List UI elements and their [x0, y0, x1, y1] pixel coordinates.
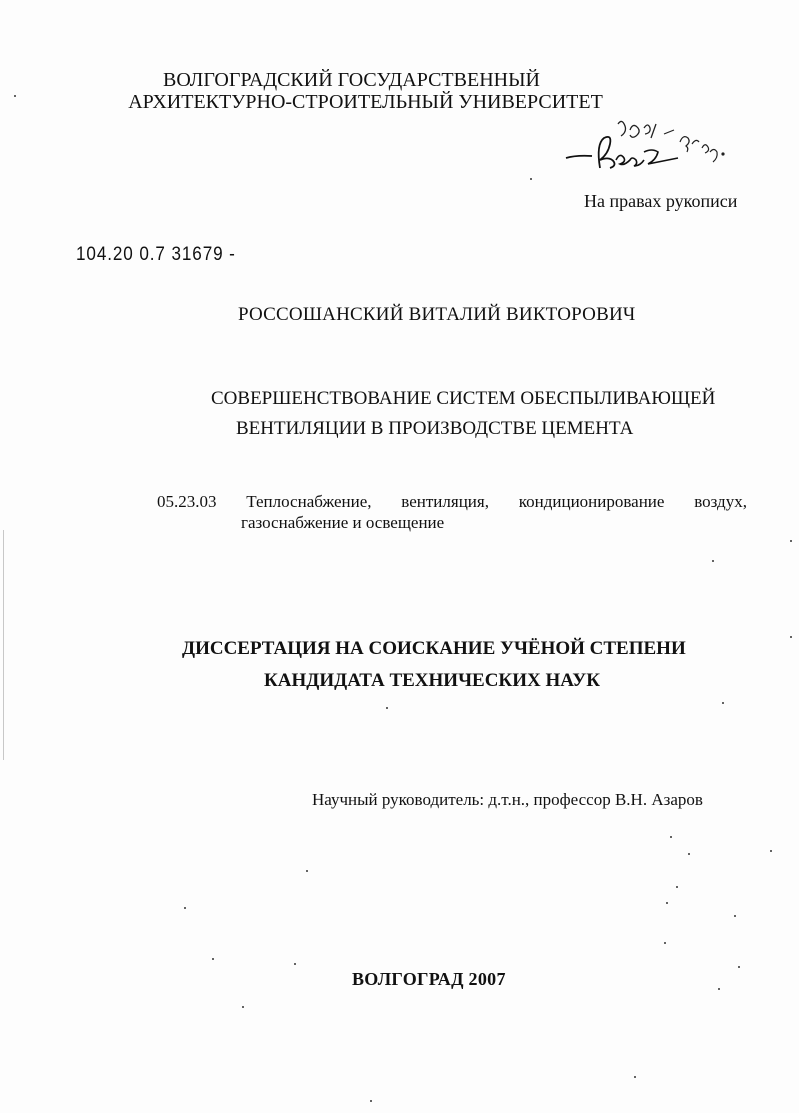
scan-speck: [242, 1006, 244, 1008]
scan-speck: [294, 963, 296, 965]
dissertation-heading-line-1: ДИССЕРТАЦИЯ НА СОИСКАНИЕ УЧЁНОЙ СТЕПЕНИ: [182, 638, 686, 659]
scan-speck: [722, 702, 724, 704]
scan-speck: [718, 988, 720, 990]
scan-speck: [734, 915, 736, 917]
specialty-block: [157, 491, 747, 533]
scan-speck: [712, 560, 714, 562]
library-registration-signature: [560, 108, 760, 188]
author-name: РОССОШАНСКИЙ ВИТАЛИЙ ВИКТОРОВИЧ: [238, 304, 636, 325]
scan-speck: [530, 178, 532, 180]
scan-speck: [370, 1100, 372, 1102]
specialty-word-3: кондиционирование: [518, 492, 665, 511]
thesis-title-line-2: ВЕНТИЛЯЦИИ В ПРОИЗВОДСТВЕ ЦЕМЕНТА: [236, 418, 634, 439]
city-and-year: ВОЛГОГРАД 2007: [352, 969, 506, 989]
scan-speck: [664, 942, 666, 944]
scan-speck: [212, 958, 214, 960]
scan-speck: [688, 853, 690, 855]
scan-speck: [790, 540, 792, 542]
scan-speck: [770, 850, 772, 852]
specialty-word-1: Теплоснабжение,: [246, 492, 372, 511]
archive-code: 104.20 0.7 31679 -: [76, 244, 236, 265]
scan-speck: [386, 707, 388, 709]
scan-speck: [14, 95, 16, 97]
specialty-word-4: воздух,: [694, 492, 747, 511]
university-name-line-2: АРХИТЕКТУРНО-СТРОИТЕЛЬНЫЙ УНИВЕРСИТЕТ: [128, 91, 603, 113]
scan-speck: [666, 902, 668, 904]
specialty-word-2: вентиляция,: [401, 492, 489, 511]
university-name-line-1: ВОЛГОГРАДСКИЙ ГОСУДАРСТВЕННЫЙ: [163, 69, 540, 91]
scan-speck: [634, 1076, 636, 1078]
specialty-line-2: газоснабжение и освещение: [241, 513, 445, 532]
scan-speck: [676, 886, 678, 888]
scan-speck: [738, 966, 740, 968]
scan-speck: [306, 870, 308, 872]
manuscript-rights-note: На правах рукописи: [584, 191, 738, 211]
dissertation-heading-line-2: КАНДИДАТА ТЕХНИЧЕСКИХ НАУК: [264, 670, 600, 691]
scan-speck: [790, 636, 792, 638]
scan-margin-line: [3, 530, 4, 760]
specialty-code: 05.23.03: [157, 492, 217, 511]
scan-speck: [184, 907, 186, 909]
specialty-line-1: [157, 491, 747, 512]
thesis-title-line-1: СОВЕРШЕНСТВОВАНИЕ СИСТЕМ ОБЕСПЫЛИВАЮЩЕЙ: [211, 388, 716, 409]
scan-speck: [670, 836, 672, 838]
scientific-supervisor: Научный руководитель: д.т.н., профессор В.Н. Азаров: [312, 790, 703, 809]
